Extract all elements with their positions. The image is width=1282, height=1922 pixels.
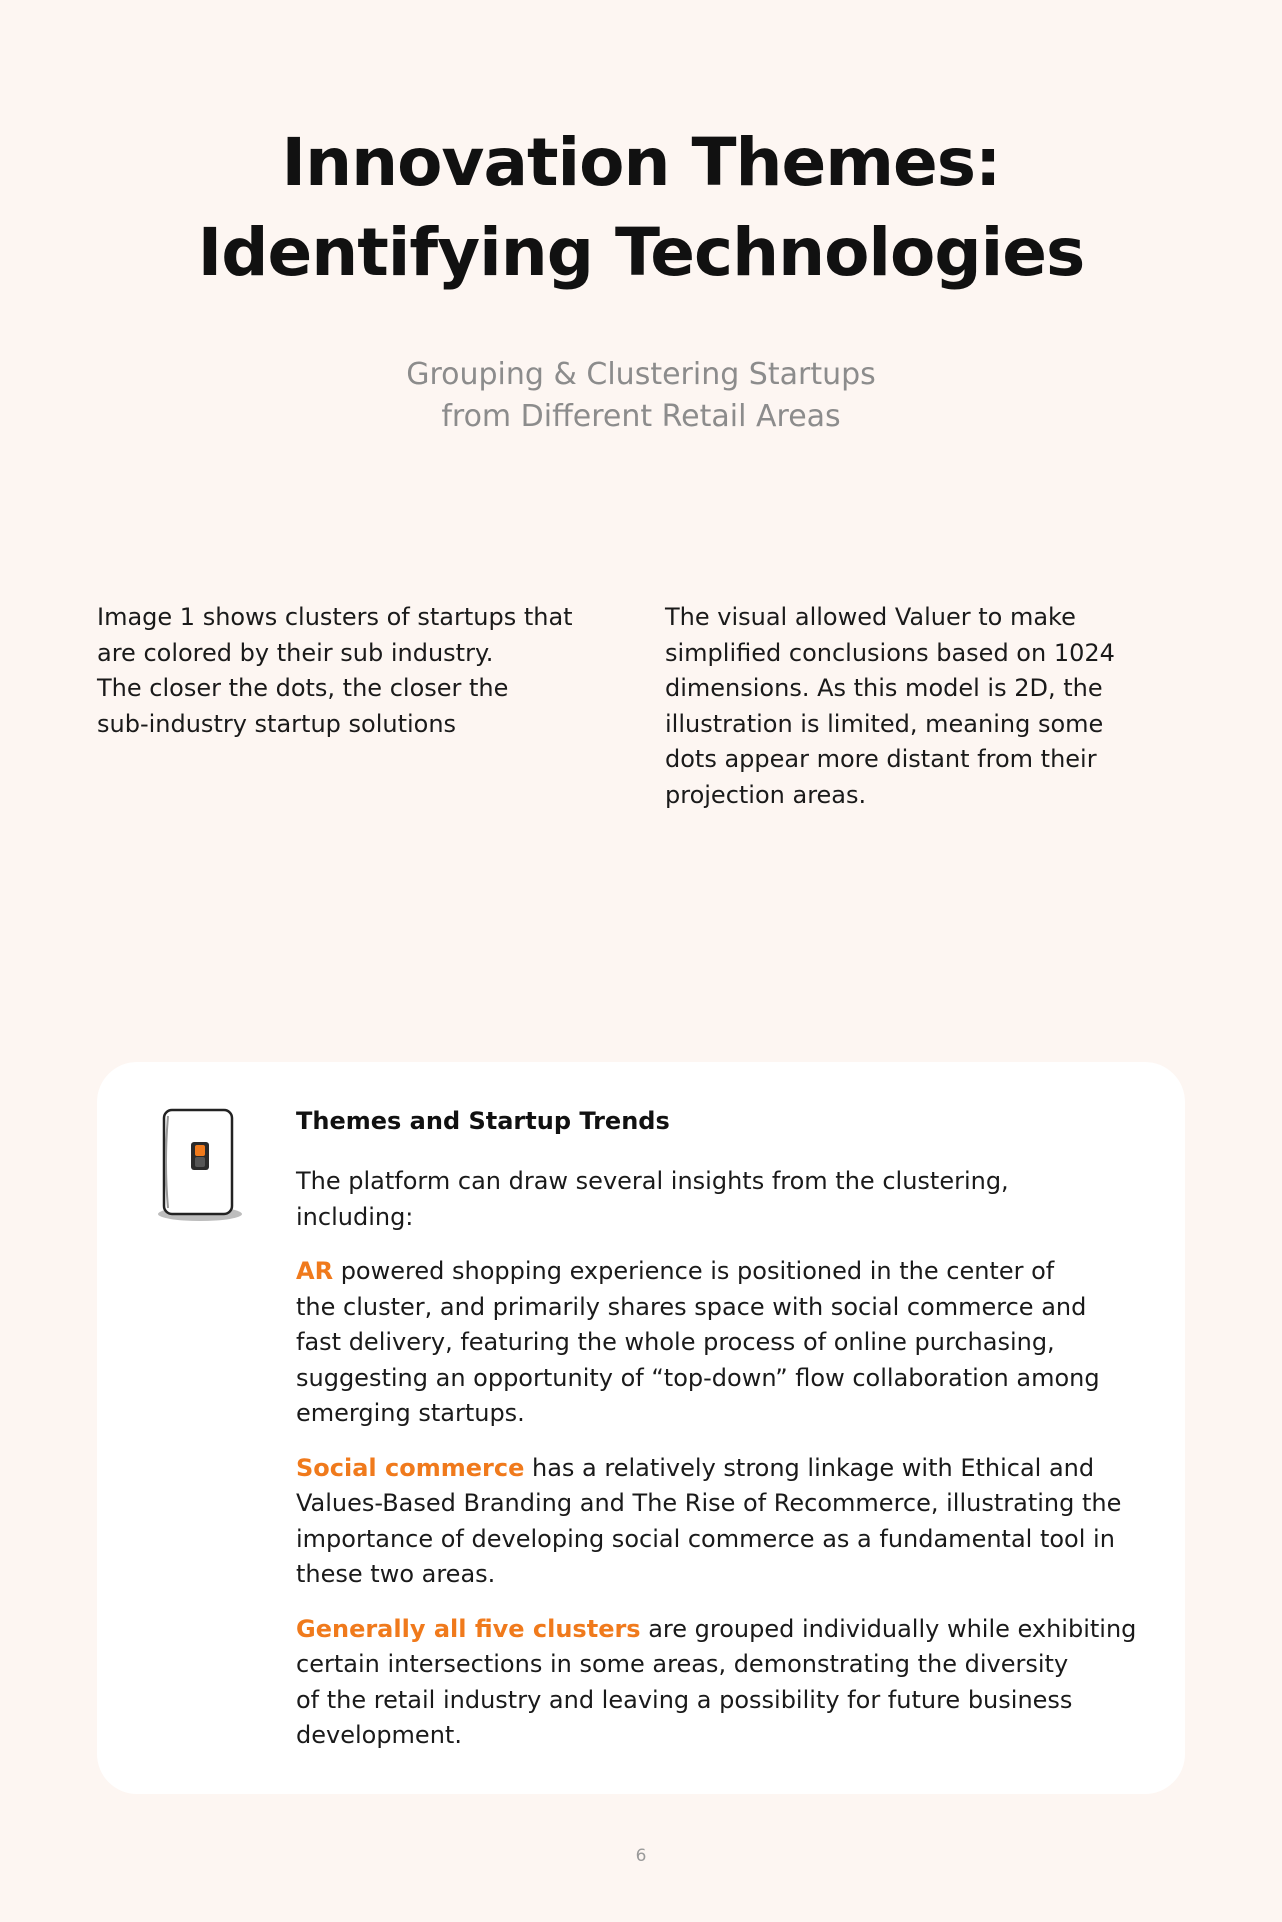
card-intro-paragraph: The platform can draw several insights from the clustering, including: (296, 1167, 1009, 1231)
page-subtitle-line-1: Grouping & Clustering Startups (406, 357, 876, 392)
page-title-line-1: Innovation Themes: (281, 124, 1001, 201)
page-number: 6 (635, 1846, 647, 1866)
insight-social-commerce: Social commerce has a relatively strong linkage with Ethical and Values-Based Branding and The Rise of Recommerce, illustrating the importance of developing social commerce as a fundamental tool in these two areas. (296, 1453, 1122, 1588)
page-subtitle-line-2: from Different Retail Areas (441, 399, 841, 434)
themes-card (97, 1062, 1185, 1794)
page-title (0, 118, 1282, 298)
insight-ar: AR powered shopping experience is positioned in the center of the cluster, and primarily shares space with social commerce and fast delivery, featuring the whole process of online purchasing, suggesting an opportunity of “top-down” flow collaboration among emerging startups. (296, 1257, 1100, 1427)
intro-right-paragraph: The visual allowed Valuer to make simplified conclusions based on 1024 dimensions. As this model is 2D, the illustration is limited, meaning some dots appear more distant from their projection areas. (665, 603, 1115, 809)
highlight-social-commerce: Social commerce (296, 1453, 525, 1482)
card-body (296, 1104, 1156, 1773)
light-switch-icon (152, 1106, 248, 1226)
insight-five-clusters: Generally all five clusters are grouped individually while exhibiting certain intersections in some areas, demonstrating the diversity of the retail industry and leaving a possibility for future business development. (296, 1614, 1137, 1749)
page-subtitle (0, 354, 1282, 438)
card-heading: Themes and Startup Trends (296, 1107, 670, 1135)
highlight-ar: AR (296, 1257, 334, 1285)
intro-left-paragraph: Image 1 shows clusters of startups that are colored by their sub industry. The closer the dots, the closer the sub-industry startup solutions (97, 603, 573, 738)
highlight-five-clusters: Generally all five clusters (296, 1614, 641, 1643)
page-title-line-2: Identifying Technologies (197, 214, 1085, 291)
